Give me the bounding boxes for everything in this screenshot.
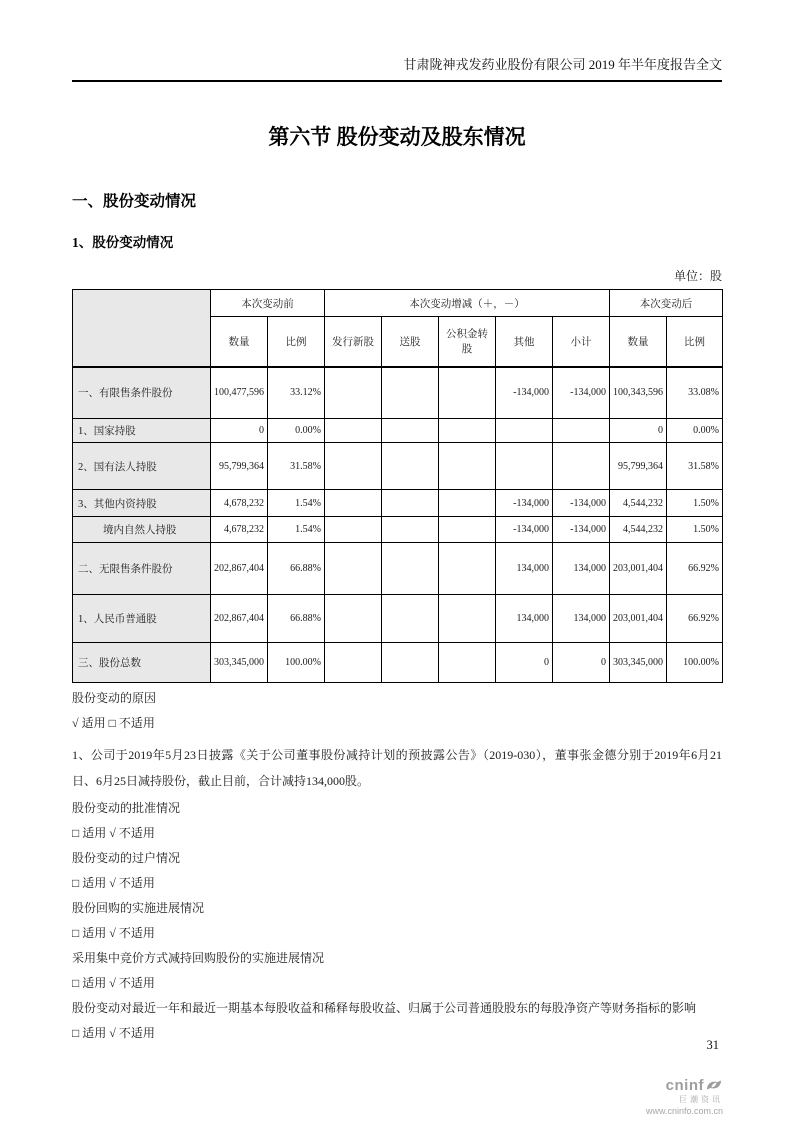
cell: 31.58% bbox=[667, 443, 723, 490]
table-group-header-row bbox=[73, 290, 723, 317]
cell: 100.00% bbox=[268, 643, 325, 683]
row-label: 一、有限售条件股份 bbox=[73, 367, 211, 419]
cell bbox=[382, 643, 439, 683]
page-number: 31 bbox=[706, 1038, 719, 1052]
cell bbox=[382, 490, 439, 517]
cell: 66.92% bbox=[667, 543, 723, 595]
cell: 100,477,596 bbox=[211, 367, 268, 419]
table-row bbox=[73, 419, 723, 443]
table-row bbox=[73, 595, 723, 643]
cell bbox=[325, 419, 382, 443]
page-content bbox=[72, 57, 722, 1052]
cninfo-chinese-name: 巨潮资讯 bbox=[679, 1095, 723, 1104]
row-label: 2、国有法人持股 bbox=[73, 443, 211, 490]
cell bbox=[439, 490, 496, 517]
cell bbox=[439, 517, 496, 543]
col-header-new-shares: 发行新股 bbox=[325, 317, 382, 367]
cell bbox=[439, 419, 496, 443]
share-change-table bbox=[72, 289, 723, 683]
cninfo-logo bbox=[613, 1076, 723, 1116]
cninfo-swirl-icon bbox=[705, 1076, 723, 1094]
applicability-line: □ 适用 √ 不适用 bbox=[72, 876, 155, 890]
cell bbox=[439, 643, 496, 683]
cell bbox=[382, 543, 439, 595]
row-label: 1、国家持股 bbox=[73, 419, 211, 443]
cell bbox=[325, 490, 382, 517]
cell: 4,544,232 bbox=[610, 517, 667, 543]
notes-section bbox=[72, 692, 722, 1040]
cell: 0.00% bbox=[667, 419, 723, 443]
col-header-ratio-before: 比例 bbox=[268, 317, 325, 367]
note-line: 股份变动的原因 bbox=[72, 691, 157, 705]
cell bbox=[553, 419, 610, 443]
row-label: 二、无限售条件股份 bbox=[73, 543, 211, 595]
col-header-other: 其他 bbox=[496, 317, 553, 367]
cell bbox=[382, 517, 439, 543]
cell bbox=[325, 517, 382, 543]
note-paragraph: 1、公司于2019年5月23日披露《关于公司董事股份减持计划的预披露公告》（2019-030），董事张金德分别于2019年6月21日、6月25日减持股份，截止目前，合计减持134,000股。 bbox=[72, 748, 722, 788]
section-heading: 一、股份变动情况 bbox=[72, 193, 197, 210]
table-row bbox=[73, 643, 723, 683]
table-row bbox=[73, 443, 723, 490]
header-before-change: 本次变动前 bbox=[211, 290, 325, 317]
row-label: 1、人民币普通股 bbox=[73, 595, 211, 643]
note-line: 采用集中竞价方式减持回购股份的实施进展情况 bbox=[72, 951, 325, 965]
page-title: 第六节 股份变动及股东情况 bbox=[268, 125, 526, 149]
cell bbox=[496, 443, 553, 490]
row-label: 3、其他内资持股 bbox=[73, 490, 211, 517]
cell: 134,000 bbox=[553, 595, 610, 643]
table-corner-cell bbox=[73, 290, 211, 367]
cell: -134,000 bbox=[553, 367, 610, 419]
cell: 31.58% bbox=[268, 443, 325, 490]
cell: -134,000 bbox=[496, 367, 553, 419]
cell bbox=[439, 367, 496, 419]
cninfo-brand-text: cninf bbox=[665, 1076, 704, 1094]
cell bbox=[382, 419, 439, 443]
cell: -134,000 bbox=[496, 490, 553, 517]
note-line: 股份回购的实施进展情况 bbox=[72, 901, 205, 915]
report-header-text: 甘肃陇神戎发药业股份有限公司 2019 年半年度报告全文 bbox=[403, 57, 722, 72]
cell: 0.00% bbox=[268, 419, 325, 443]
table-row bbox=[73, 543, 723, 595]
cell: 66.88% bbox=[268, 543, 325, 595]
subsection-heading: 1、股份变动情况 bbox=[72, 235, 174, 250]
cell: 303,345,000 bbox=[211, 643, 268, 683]
applicability-line: □ 适用 √ 不适用 bbox=[72, 976, 155, 990]
cell: 1.50% bbox=[667, 517, 723, 543]
col-header-quantity-after: 数量 bbox=[610, 317, 667, 367]
cell: -134,000 bbox=[553, 490, 610, 517]
cell: -134,000 bbox=[553, 517, 610, 543]
cell: -134,000 bbox=[496, 517, 553, 543]
cell: 0 bbox=[610, 419, 667, 443]
cell: 4,678,232 bbox=[211, 517, 268, 543]
cell: 95,799,364 bbox=[211, 443, 268, 490]
cell bbox=[553, 443, 610, 490]
cninfo-logo-row bbox=[613, 1076, 723, 1094]
row-label: 三、股份总数 bbox=[73, 643, 211, 683]
cell: 0 bbox=[211, 419, 268, 443]
cell bbox=[325, 543, 382, 595]
cell: 95,799,364 bbox=[610, 443, 667, 490]
col-header-quantity-before: 数量 bbox=[211, 317, 268, 367]
cell bbox=[439, 543, 496, 595]
applicability-line: □ 适用 √ 不适用 bbox=[72, 1026, 155, 1040]
cell: 134,000 bbox=[496, 595, 553, 643]
cell: 202,867,404 bbox=[211, 543, 268, 595]
cell: 1.54% bbox=[268, 490, 325, 517]
cell bbox=[325, 595, 382, 643]
cell: 1.50% bbox=[667, 490, 723, 517]
cell bbox=[439, 443, 496, 490]
cell bbox=[439, 595, 496, 643]
cell: 66.92% bbox=[667, 595, 723, 643]
cell bbox=[496, 419, 553, 443]
applicability-line: □ 适用 √ 不适用 bbox=[72, 926, 155, 940]
note-line: 股份变动对最近一年和最近一期基本每股收益和稀释每股收益、归属于公司普通股股东的每股净资产等财务指标的影响 bbox=[72, 1001, 697, 1015]
note-line: 股份变动的过户情况 bbox=[72, 851, 181, 865]
header-change: 本次变动增减（＋，－） bbox=[325, 290, 610, 317]
col-header-subtotal: 小计 bbox=[553, 317, 610, 367]
cell bbox=[325, 443, 382, 490]
cell bbox=[382, 443, 439, 490]
cell: 33.12% bbox=[268, 367, 325, 419]
col-header-reserve-conversion: 公积金转股 bbox=[439, 317, 496, 367]
applicability-line: √ 适用 □ 不适用 bbox=[72, 716, 155, 730]
table-row bbox=[73, 367, 723, 419]
cell bbox=[382, 367, 439, 419]
header-after-change: 本次变动后 bbox=[610, 290, 723, 317]
cell: 202,867,404 bbox=[211, 595, 268, 643]
cell bbox=[382, 595, 439, 643]
col-header-bonus-shares: 送股 bbox=[382, 317, 439, 367]
cninfo-url: www.cninfo.com.cn bbox=[645, 1106, 723, 1116]
cell: 203,001,404 bbox=[610, 543, 667, 595]
applicability-line: □ 适用 √ 不适用 bbox=[72, 826, 155, 840]
running-header bbox=[72, 57, 722, 82]
cell: 4,544,232 bbox=[610, 490, 667, 517]
cell: 1.54% bbox=[268, 517, 325, 543]
cell: 134,000 bbox=[496, 543, 553, 595]
row-label: 境内自然人持股 bbox=[73, 517, 211, 543]
table-row bbox=[73, 517, 723, 543]
cell: 134,000 bbox=[553, 543, 610, 595]
cell: 203,001,404 bbox=[610, 595, 667, 643]
col-header-ratio-after: 比例 bbox=[667, 317, 723, 367]
cell: 4,678,232 bbox=[211, 490, 268, 517]
cell: 33.08% bbox=[667, 367, 723, 419]
cell: 0 bbox=[496, 643, 553, 683]
cell: 100.00% bbox=[667, 643, 723, 683]
table-row bbox=[73, 490, 723, 517]
cell: 0 bbox=[553, 643, 610, 683]
cell bbox=[325, 643, 382, 683]
cell: 100,343,596 bbox=[610, 367, 667, 419]
cell: 303,345,000 bbox=[610, 643, 667, 683]
cell bbox=[325, 367, 382, 419]
cell: 66.88% bbox=[268, 595, 325, 643]
unit-label: 单位：股 bbox=[673, 269, 722, 283]
note-line: 股份变动的批准情况 bbox=[72, 801, 181, 815]
